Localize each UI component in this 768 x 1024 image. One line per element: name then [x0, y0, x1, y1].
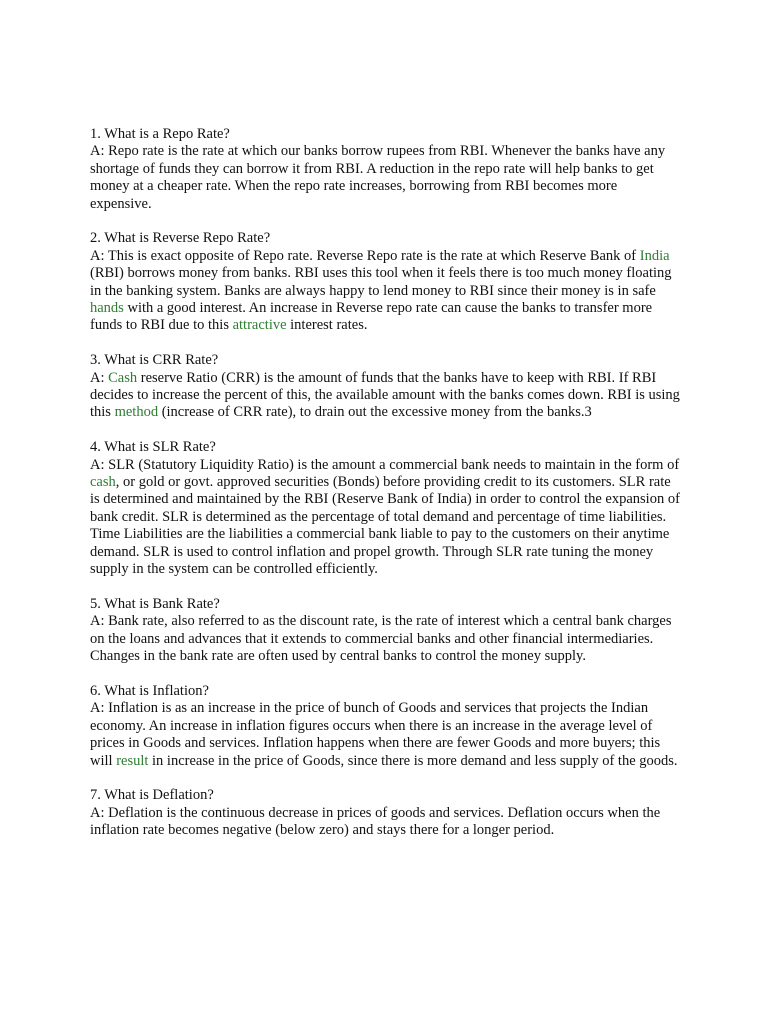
answer-text: reserve Ratio (CRR) is the amount of funds that the banks have to keep with RBI. If RBI decides to increase the percent of this, the available amount with the banks comes down. RBI is using this	[90, 369, 680, 421]
answer-text: A: Inflation is as an increase in the price of bunch of Goods and services that projects the Indian economy. An increase in inflation figures occurs when there is an increase in the average level of prices in Goods and services. Inflation happens when there are fewer Goods and more buyers; this will	[90, 700, 661, 769]
answer-text: (increase of CRR rate), to drain out the excessive money from the banks.3	[158, 404, 592, 421]
answer-text: in increase in the price of Goods, since there is more demand and less supply of the goods.	[148, 752, 678, 769]
faq-item-7	[90, 787, 680, 839]
answer-paragraph	[90, 700, 680, 770]
answer-text: A:	[90, 369, 109, 386]
answer-text: A: Bank rate, also referred to as the discount rate, is the rate of interest which a central bank charges on the loans and advances that it extends to commercial banks and other financial intermediaries. Changes in the bank rate are often used by central banks to control the money supply.	[90, 613, 672, 665]
question-heading: 4. What is SLR Rate?	[90, 439, 216, 456]
question-heading: 2. What is Reverse Repo Rate?	[90, 230, 271, 247]
faq-item-1	[90, 126, 680, 213]
keyword-link-hands[interactable]: hands	[90, 300, 124, 317]
answer-text: (RBI) borrows money from banks. RBI uses this tool when it feels there is too much money floating in the banking system. Banks are always happy to lend money to RBI since their money is in safe	[90, 265, 672, 299]
answer-paragraph	[90, 370, 680, 422]
answer-text: A: Repo rate is the rate at which our banks borrow rupees from RBI. Whenever the banks have any shortage of funds they can borrow it from RBI. A reduction in the repo rate will help banks to get money at a cheaper rate. When the repo rate increases, borrowing from RBI becomes more expensive.	[90, 143, 666, 212]
question-heading: 1. What is a Repo Rate?	[90, 126, 230, 142]
faq-item-3	[90, 352, 680, 422]
faq-item-5	[90, 596, 680, 666]
faq-item-2	[90, 230, 680, 334]
faq-item-4	[90, 439, 680, 578]
answer-paragraph	[90, 248, 680, 335]
keyword-link-india[interactable]: India	[639, 247, 670, 264]
question-heading: 6. What is Inflation?	[90, 682, 209, 699]
answer-paragraph	[90, 143, 680, 213]
faq-item-6	[90, 683, 680, 770]
keyword-link-result[interactable]: result	[116, 752, 149, 769]
answer-text: , or gold or govt. approved securities (Bonds) before providing credit to its customers. SLR rate is determined and maintained by the RBI (Reserve Bank of India) in order to control the expansion of bank credit. SLR is determined as the percentage of total demand and percentage of time liabilities. Time Liabilities are the liabilities a commercial bank liable to pay to the customers on their anytime demand. SLR is used to control inflation and propel growth. Through SLR rate tuning the money supply in the system can be controlled efficiently.	[90, 474, 680, 578]
keyword-link-cash[interactable]: cash	[90, 474, 116, 491]
answer-paragraph	[90, 613, 680, 665]
answer-text: A: Deflation is the continuous decrease in prices of goods and services. Deflation occurs when the inflation rate becomes negative (below zero) and stays there for a longer period.	[90, 804, 661, 839]
question-heading: 3. What is CRR Rate?	[90, 352, 219, 369]
answer-text: A: This is exact opposite of Repo rate. Reverse Repo rate is the rate at which Reserve Bank of	[90, 247, 640, 264]
answer-text: with a good interest. An increase in Reverse repo rate can cause the banks to transfer more funds to RBI due to this	[90, 300, 653, 334]
answer-paragraph	[90, 805, 680, 840]
keyword-link-cash[interactable]: Cash	[108, 369, 138, 386]
answer-text: A: SLR (Statutory Liquidity Ratio) is the amount a commercial bank needs to maintain in the form of	[90, 456, 680, 473]
keyword-link-method[interactable]: method	[114, 404, 159, 421]
answer-paragraph	[90, 457, 680, 579]
question-heading: 7. What is Deflation?	[90, 787, 214, 804]
document-page	[90, 126, 680, 857]
answer-text: interest rates.	[286, 317, 368, 334]
question-heading: 5. What is Bank Rate?	[90, 595, 220, 612]
keyword-link-attractive[interactable]: attractive	[232, 317, 287, 334]
